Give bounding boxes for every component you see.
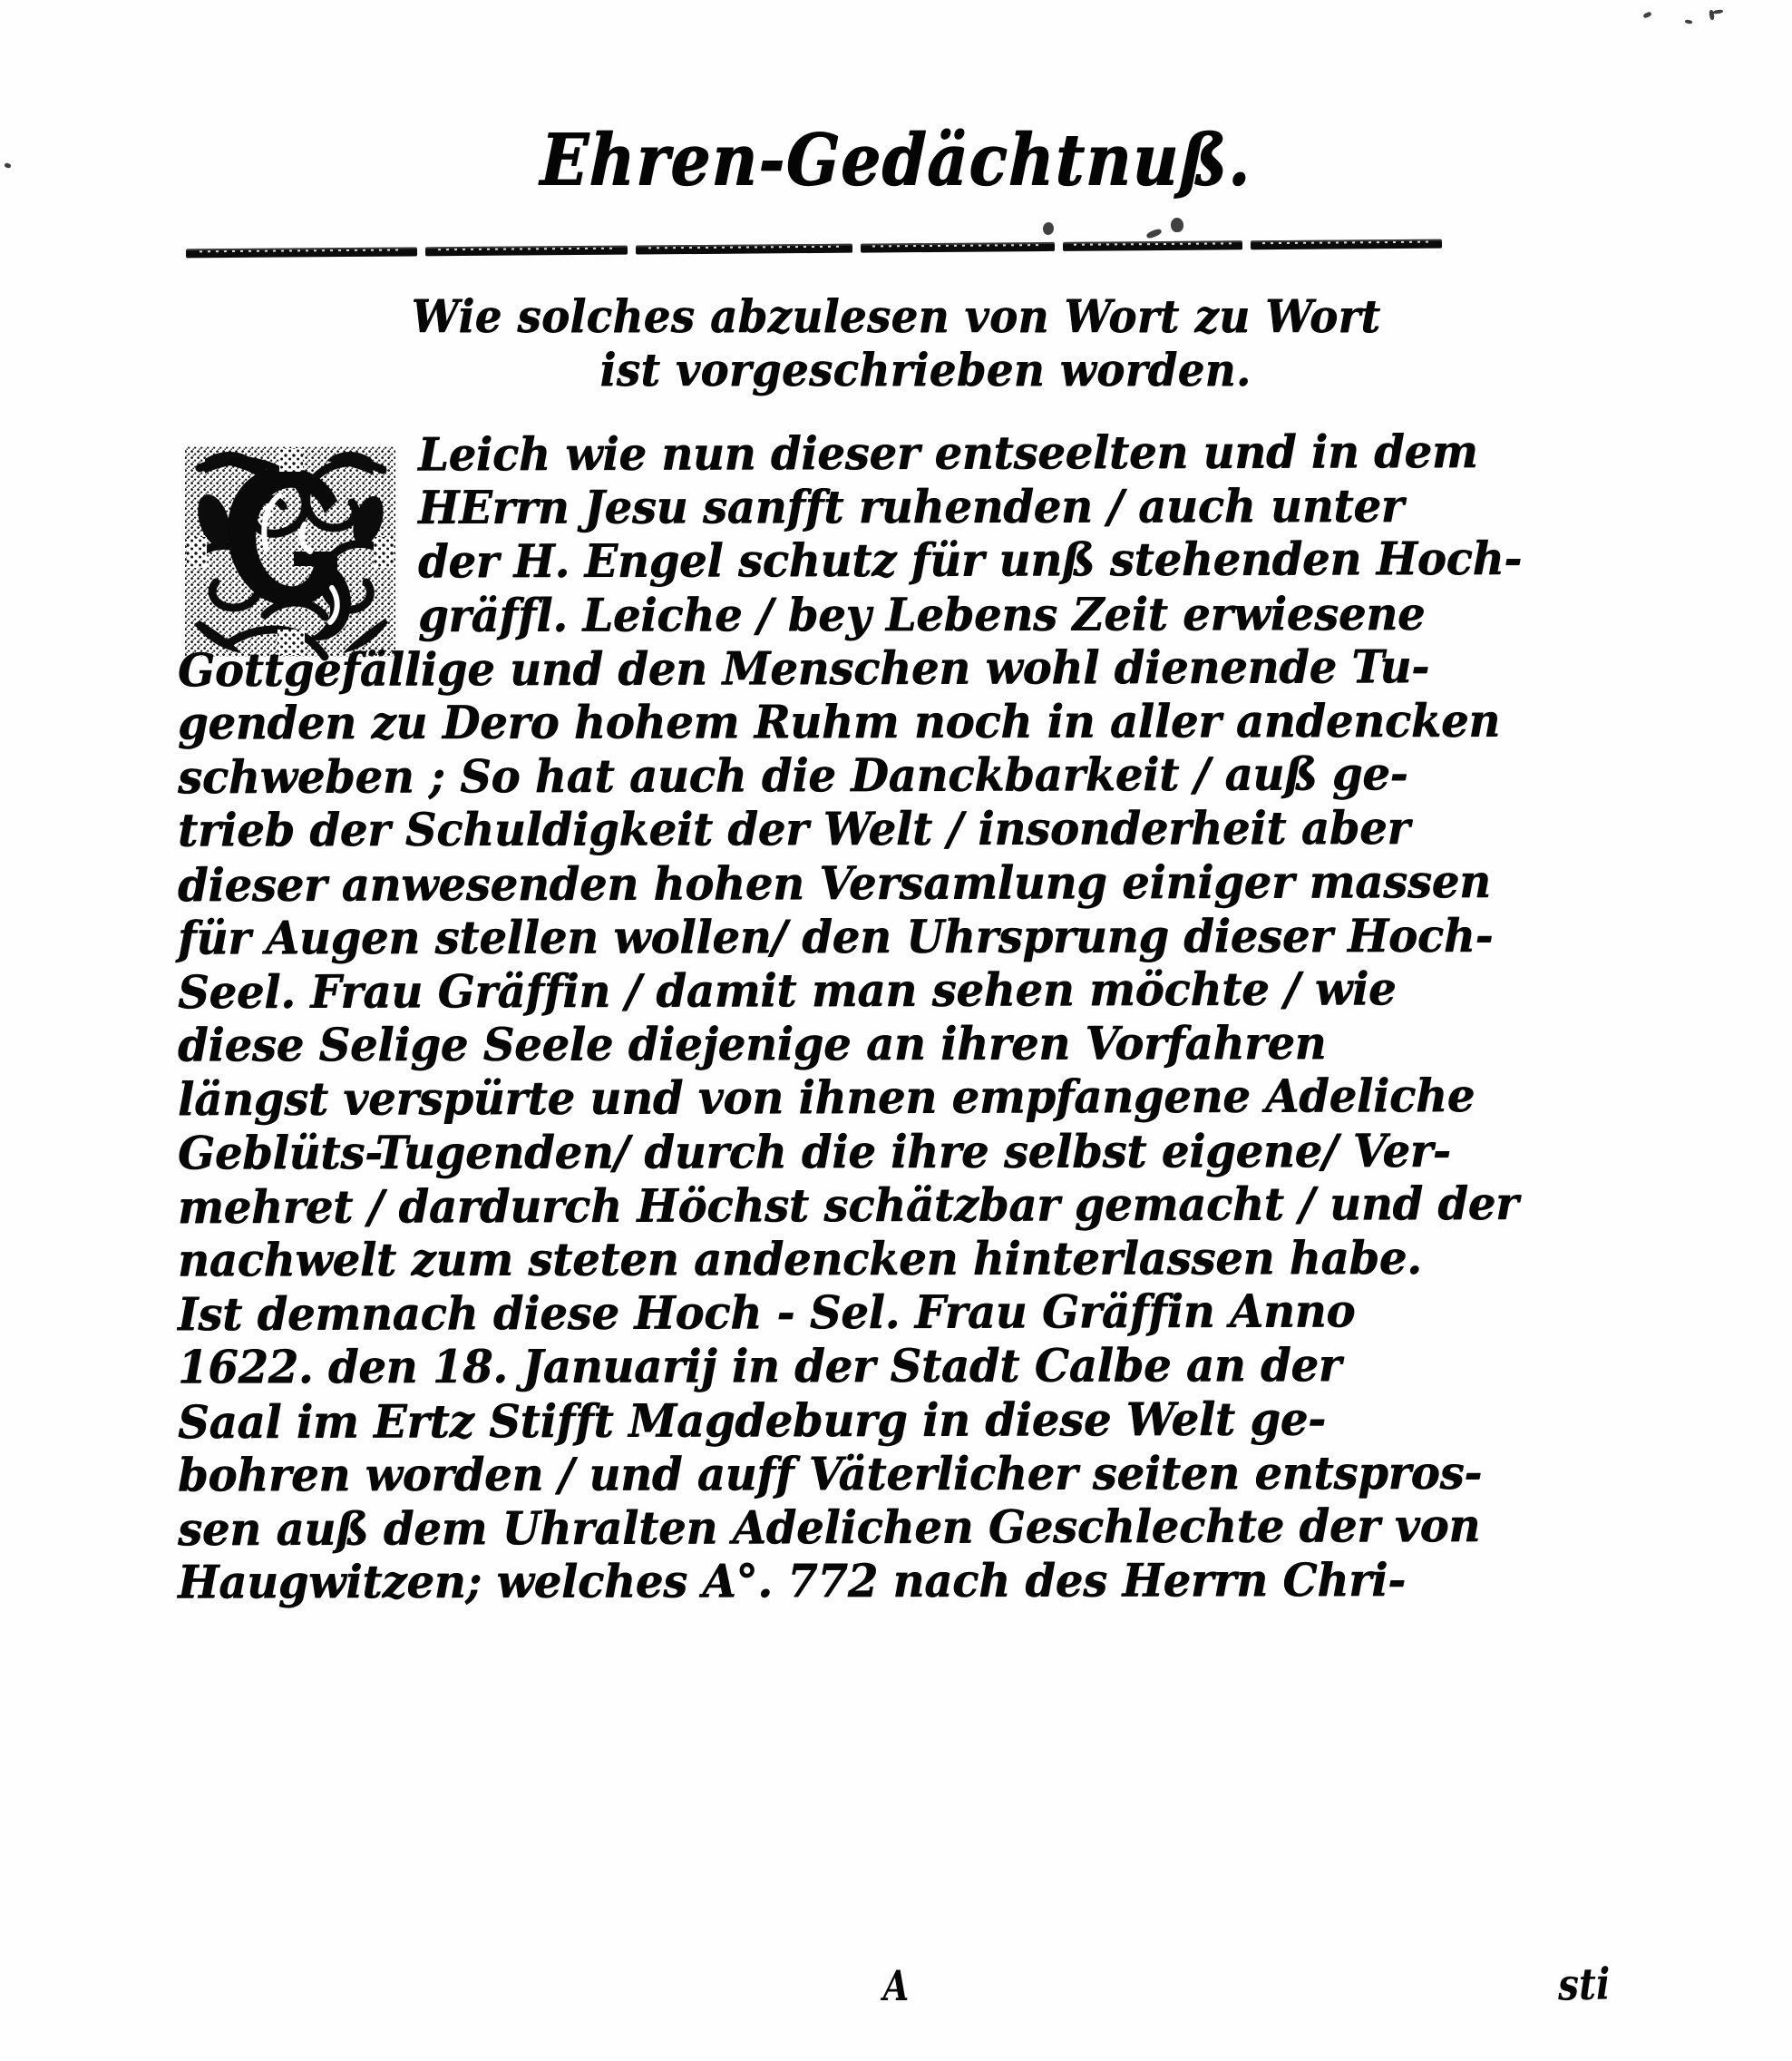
body-line: Geblüts-Tugenden/ durch die ihre selbst eigene/ Ver- xyxy=(177,1123,1451,1179)
body-line: längst verspürte und von ihnen empfangene Adeliche xyxy=(177,1069,1475,1127)
rule-segment xyxy=(861,242,1055,253)
rule-segment xyxy=(636,244,852,255)
body-line: 1622. den 18. Januarij in der Stadt Calbe an der xyxy=(177,1338,1341,1394)
signature-mark: A xyxy=(882,1961,910,2010)
body-line: Seel. Frau Gräffin / damit man sehen möchte / wie xyxy=(177,962,1397,1020)
body-line: HErrn Jesu sanfft ruhenden / auch unter xyxy=(417,478,1404,534)
body-line: nachwelt zum steten andencken hinterlassen habe. xyxy=(177,1230,1422,1287)
body-line: genden zu Dero hohem Ruhm noch in aller andencken xyxy=(177,693,1501,750)
paper-speck-artifact xyxy=(1685,19,1693,24)
ornamental-divider-rule xyxy=(186,239,1442,259)
body-line: Leich wie nun dieser entseelten und in dem xyxy=(417,424,1478,482)
catchword: sti xyxy=(1557,1958,1611,2011)
body-line: mehret / dardurch Höchst schätzbar gemacht / und der xyxy=(177,1176,1519,1234)
body-line: Saal im Ertz Stifft Magdeburg in diese Welt ge- xyxy=(177,1391,1326,1449)
paper-speck-artifact xyxy=(1042,221,1054,235)
body-line: trieb der Schuldigkeit der Welt / insonderheit aber xyxy=(177,801,1410,857)
body-line: schweben ; So hat auch die Danckbarkeit / auß ge- xyxy=(177,747,1408,805)
body-line: für Augen stellen wollen/ den Uhrsprung dieser Hoch- xyxy=(177,908,1494,965)
page-subtitle xyxy=(63,290,1729,396)
subtitle-line-1: Wie solches abzulesen von Wort zu Wort xyxy=(411,289,1381,343)
body-line: Haugwitzen; welches A°. 772 nach des Herrn Chri- xyxy=(177,1553,1406,1609)
rule-segment xyxy=(186,247,418,258)
rule-segment xyxy=(1063,240,1242,251)
rule-segment xyxy=(1251,239,1442,250)
page-title: Ehren-Gedächtnuß. xyxy=(539,119,1253,201)
paper-speck-artifact xyxy=(1713,9,1723,14)
paper-speck-artifact xyxy=(1145,228,1162,239)
subtitle-line-2: ist vorgeschrieben worden. xyxy=(599,343,1251,396)
body-line: dieser anwesenden hohen Versamlung einiger massen xyxy=(177,854,1491,912)
body-line: gräffl. Leiche / bey Lebens Zeit erwiesene xyxy=(417,586,1426,642)
body-line: sen auß dem Uhralten Adelichen Geschlechte der von xyxy=(177,1498,1481,1557)
body-line: Ist demnach diese Hoch - Sel. Frau Gräffin Anno xyxy=(177,1284,1356,1342)
body-line: der H. Engel schutz für unß stehenden Hoch- xyxy=(417,532,1523,589)
body-line: Gottgefällige und den Menschen wohl dienende Tu- xyxy=(177,639,1430,697)
paper-speck-artifact xyxy=(1170,218,1183,233)
paper-speck-artifact xyxy=(4,162,11,169)
body-line: diese Selige Seele diejenige an ihren Vorfahren xyxy=(177,1016,1327,1072)
body-paragraph xyxy=(177,424,1523,1609)
paper-speck-artifact xyxy=(1642,11,1651,18)
body-line: bohren worden / und auff Väterlicher seiten entspros- xyxy=(177,1445,1483,1502)
body-text-block xyxy=(177,424,1523,1609)
rule-segment xyxy=(425,246,628,257)
